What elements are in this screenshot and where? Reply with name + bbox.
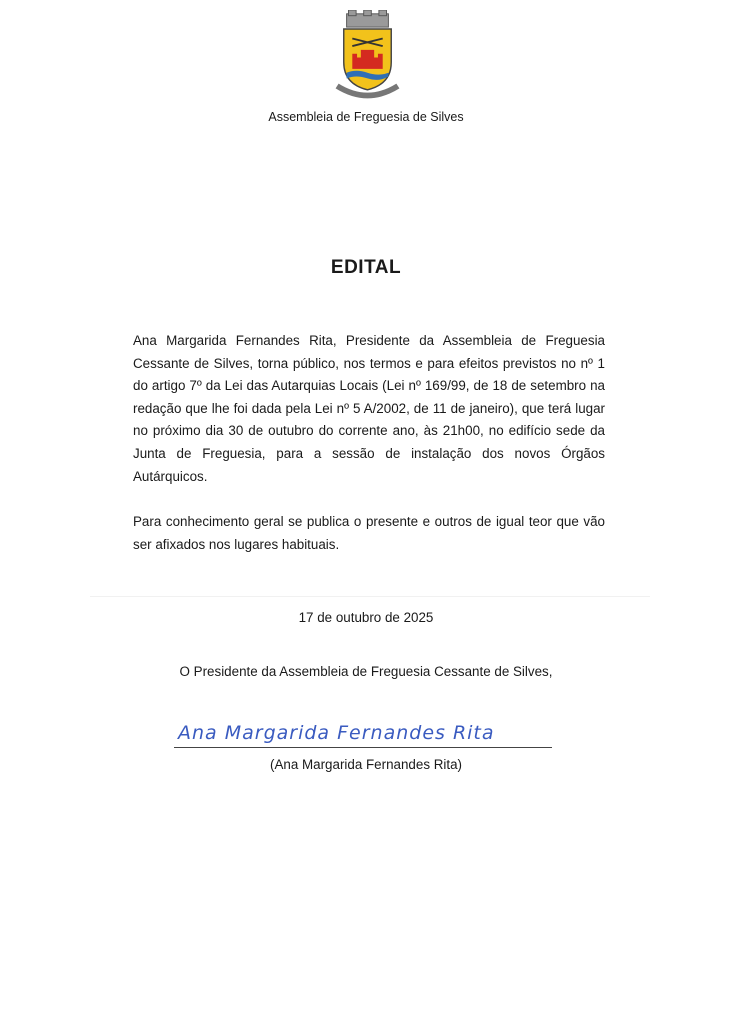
divider [90,596,650,597]
document-date: 17 de outubro de 2025 [298,610,434,625]
signature-line [174,747,552,748]
handwritten-signature: Ana Margarida Fernandes Rita [178,722,495,744]
body-paragraph-2: Para conhecimento geral se publica o presente e outros de igual teor que vão ser afixados nos lugares habituais. [133,514,605,552]
closing-line: O Presidente da Assembleia de Freguesia Cessante de Silves, [179,664,553,679]
signatory-name: (Ana Margarida Fernandes Rita) [269,757,463,772]
body-paragraph-1: Ana Margarida Fernandes Rita, Presidente da Assembleia de Freguesia Cessante de Silves, torna público, nos termos e para efeitos previstos no nº 1 do artigo 7º da Lei das Autarquias Locais (Lei nº 169/99, de 18 de setembro na redação que lhe foi dada pela Lei nº 5 A/2002, de 11 de janeiro), que terá lugar no próximo dia 30 de outubro do corrente ano, às 21h00, no edifício sede da Junta de Freguesia, para a sessão de instalação dos novos Órgãos Autárquicos. [133,333,605,484]
coat-of-arms-icon [320,10,415,105]
document-title: EDITAL [330,257,402,278]
organization-name: Assembleia de Freguesia de Silves [268,110,464,124]
